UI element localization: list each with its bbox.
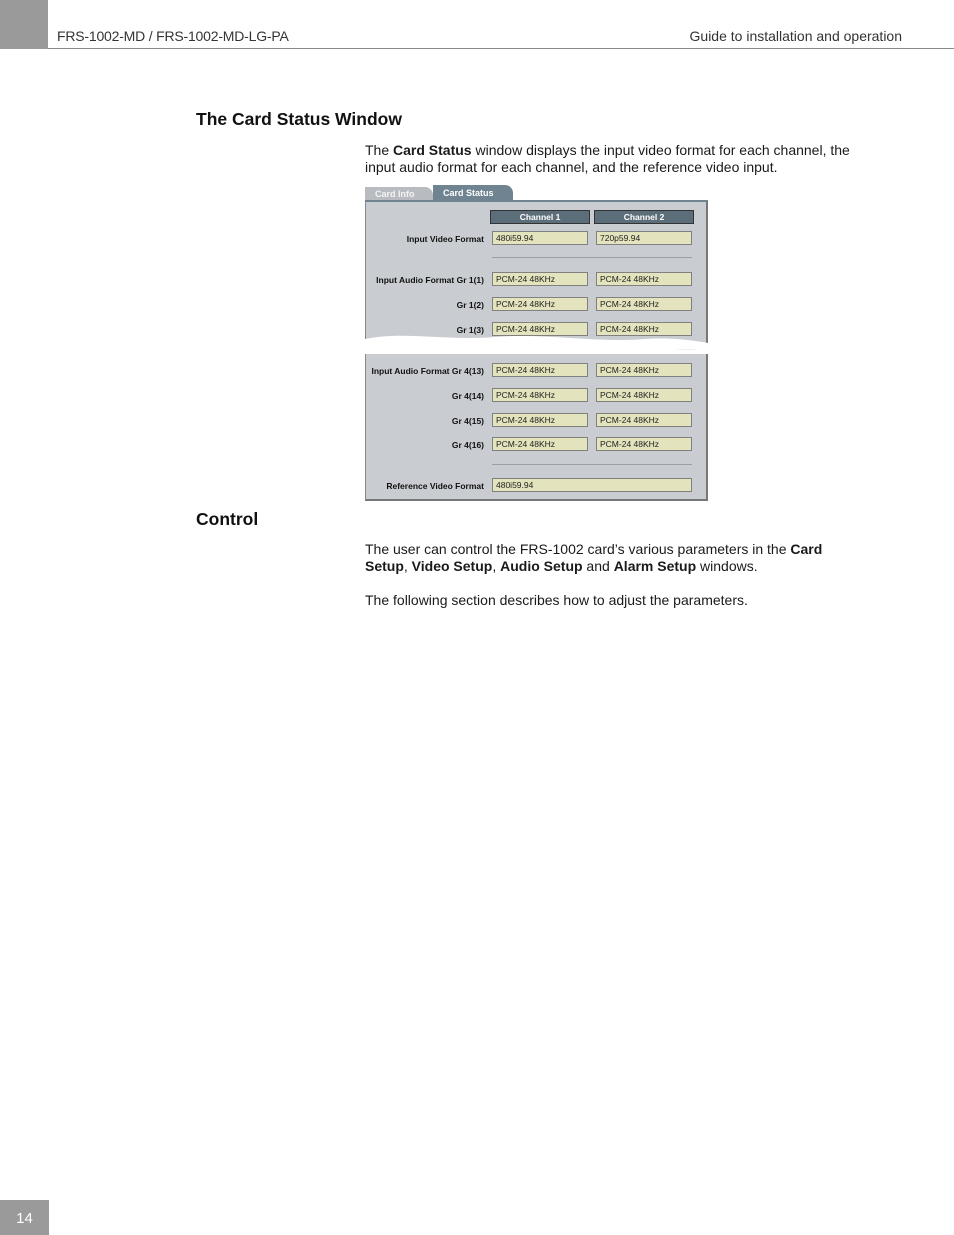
control-description: The user can control the FRS-1002 card’s various parameters in the Card Setup, Video Setup, Audio Setup and Alarm Setup windows. bbox=[365, 541, 823, 574]
column-header-channel-2: Channel 2 bbox=[594, 210, 694, 224]
label-audio-gr4-13: Input Audio Format Gr 4(13) bbox=[371, 366, 484, 376]
card-status-window bbox=[365, 185, 709, 501]
field-audio-gr1-2-ch1: PCM-24 48KHz bbox=[492, 297, 588, 311]
label-audio-gr1-3: Gr 1(3) bbox=[456, 325, 484, 335]
tab-card-info[interactable]: Card Info bbox=[365, 187, 433, 201]
field-input-video-ch2: 720p59.94 bbox=[596, 231, 692, 245]
header-block bbox=[0, 0, 48, 49]
label-audio-gr1-1: Input Audio Format Gr 1(1) bbox=[376, 275, 484, 285]
section-title-control: Control bbox=[196, 509, 259, 529]
status-panel-top bbox=[365, 200, 708, 350]
field-audio-gr4-13-ch1: PCM-24 48KHz bbox=[492, 363, 588, 377]
header-rule bbox=[48, 48, 954, 49]
label-input-video-format: Input Video Format bbox=[406, 234, 484, 244]
field-audio-gr4-16-ch2: PCM-24 48KHz bbox=[596, 437, 692, 451]
field-audio-gr4-15-ch1: PCM-24 48KHz bbox=[492, 413, 588, 427]
label-audio-gr1-2: Gr 1(2) bbox=[456, 300, 484, 310]
separator bbox=[492, 257, 692, 258]
field-input-video-ch1: 480i59.94 bbox=[492, 231, 588, 245]
field-audio-gr1-3-ch2: PCM-24 48KHz bbox=[596, 322, 692, 336]
field-reference-video-format: 480i59.94 bbox=[492, 478, 692, 492]
field-audio-gr4-13-ch2: PCM-24 48KHz bbox=[596, 363, 692, 377]
field-audio-gr1-1-ch1: PCM-24 48KHz bbox=[492, 272, 588, 286]
label-audio-gr4-14: Gr 4(14) bbox=[451, 391, 484, 401]
field-audio-gr4-14-ch2: PCM-24 48KHz bbox=[596, 388, 692, 402]
section-title-card-status: The Card Status Window bbox=[196, 109, 402, 129]
field-audio-gr4-16-ch1: PCM-24 48KHz bbox=[492, 437, 588, 451]
header-doc-title: FRS-1002-MD / FRS-1002-MD-LG-PA bbox=[57, 28, 289, 44]
field-audio-gr1-2-ch2: PCM-24 48KHz bbox=[596, 297, 692, 311]
control-following-text: The following section describes how to adjust the parameters. bbox=[365, 592, 748, 608]
separator bbox=[492, 464, 692, 465]
field-audio-gr1-3-ch1: PCM-24 48KHz bbox=[492, 322, 588, 336]
card-status-description: The Card Status window displays the input video format for each channel, the input audio format for each channel, and the reference video input. bbox=[365, 142, 850, 175]
header-guide-title: Guide to installation and operation bbox=[689, 28, 902, 44]
column-header-channel-1: Channel 1 bbox=[490, 210, 590, 224]
status-panel-bottom bbox=[365, 354, 708, 501]
tab-card-status[interactable]: Card Status bbox=[433, 185, 513, 201]
field-audio-gr4-15-ch2: PCM-24 48KHz bbox=[596, 413, 692, 427]
label-audio-gr4-15: Gr 4(15) bbox=[451, 416, 484, 426]
page-number: 14 bbox=[16, 1210, 33, 1227]
label-audio-gr4-16: Gr 4(16) bbox=[451, 440, 484, 450]
field-audio-gr1-1-ch2: PCM-24 48KHz bbox=[596, 272, 692, 286]
label-reference-video-format: Reference Video Format bbox=[386, 481, 484, 491]
field-audio-gr4-14-ch1: PCM-24 48KHz bbox=[492, 388, 588, 402]
